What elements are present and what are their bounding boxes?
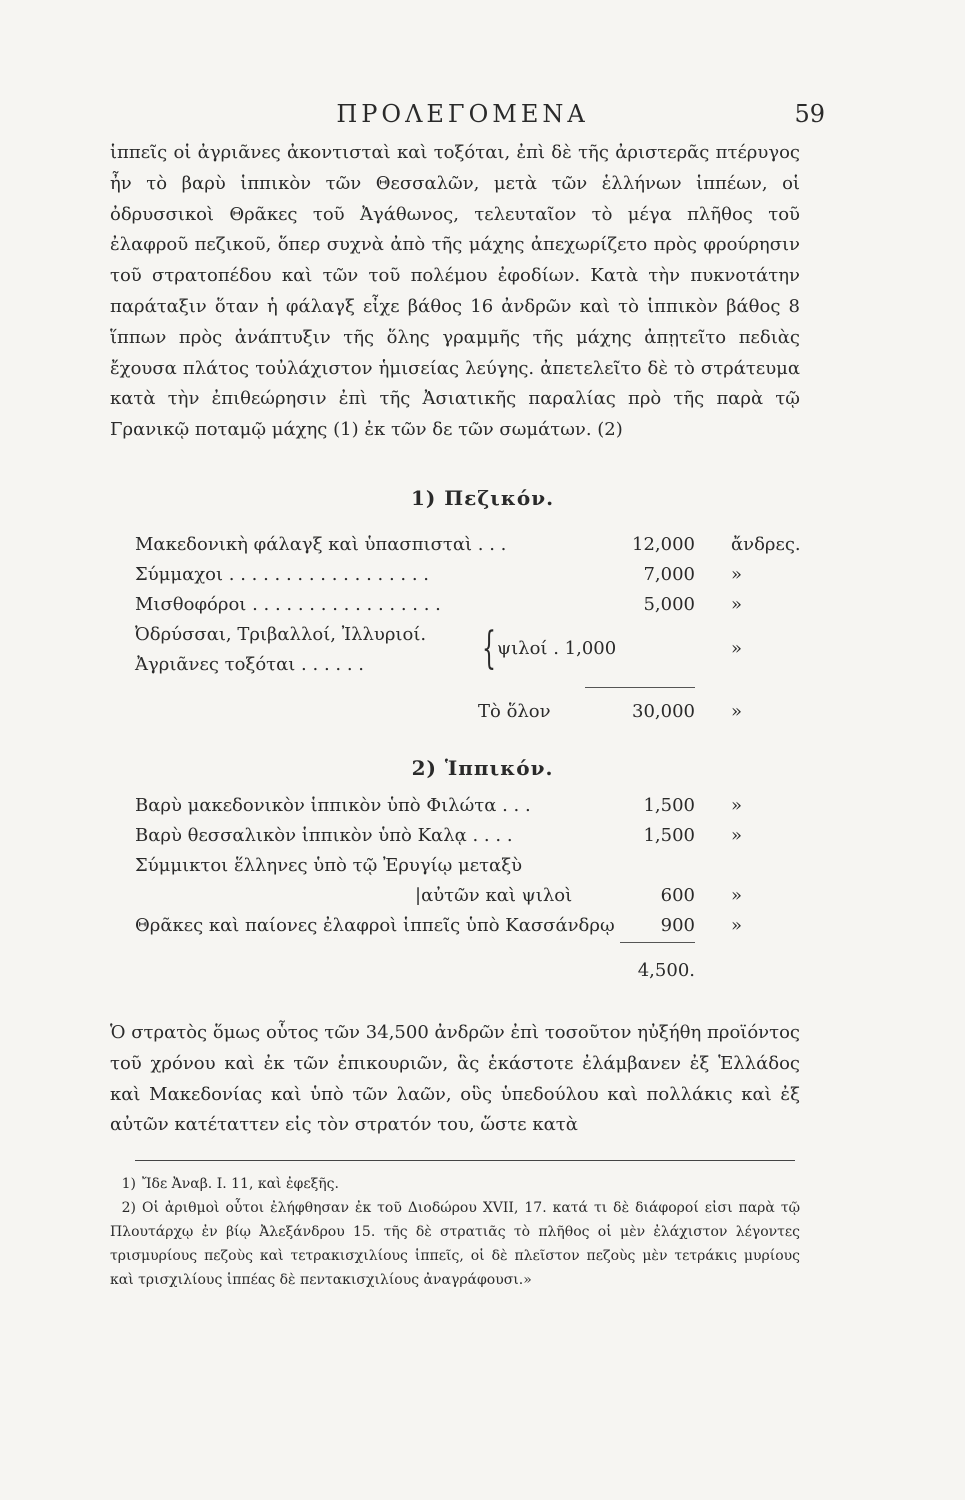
table-row xyxy=(135,594,785,624)
row-value: 600 xyxy=(660,885,695,906)
row-unit: » xyxy=(731,885,743,906)
row-label: Βαρὺ θεσσαλικὸν ἱππικὸν ὑπὸ Καλᾳ . . . . xyxy=(135,825,513,846)
table-row xyxy=(135,795,785,825)
footnote-text: Οἱ ἀριθμοὶ οὗτοι ἐλήφθησαν ἐκ τοῦ Διοδώρου XVII, 17. κατά τι δὲ διάφοροί εἰσι παρὰ τῷ Πλουτάρχῳ ἐν βίῳ Ἀλεξάνδρου 15. τῆς δὲ στρατιᾶς τὸ πλῆθος οἱ μὲν ἐλάχιστον λέγοντες τρισμυρίους πεζοὺς καὶ τετρακισχιλίους ἱππεῖς, οἱ δὲ πλεῖστον πεζοὺς μὲν τετράκις μυρίους καὶ τρισχιλίους ἱππέας δὲ πεντακισχιλίους ἀναγράφουσι.» xyxy=(110,1200,800,1288)
row-label: Βαρὺ μακεδονικὸν ἱππικὸν ὑπὸ Φιλώτα . . . xyxy=(135,795,531,816)
sum-rule xyxy=(620,942,695,943)
table-row xyxy=(135,624,785,654)
row-unit: ἄνδρες. xyxy=(731,534,801,555)
infantry-table xyxy=(135,534,801,684)
row-unit: » xyxy=(731,825,743,846)
footnote-text: Ἴδε Ἀναβ. I. 11, καὶ ἐφεξῆς. xyxy=(142,1176,339,1192)
total-label: Τὸ ὅλον xyxy=(478,701,551,722)
footnote xyxy=(110,1196,800,1292)
section-title-infantry: 1) Πεζικόν. xyxy=(410,486,555,510)
table-row xyxy=(135,855,785,885)
brace-unit: » xyxy=(731,638,743,659)
brace: { xyxy=(482,623,496,674)
cavalry-table xyxy=(135,795,785,945)
row-unit: » xyxy=(731,795,743,816)
footnote-rule xyxy=(135,1160,795,1161)
brace-label: ψιλοί . 1,000 xyxy=(497,638,617,659)
row-label: Ἀγριᾶνες τοξόται . . . . . . xyxy=(135,654,364,675)
total-value: 30,000 xyxy=(632,701,695,722)
row-value: 1,500 xyxy=(643,795,695,816)
row-value: 5,000 xyxy=(643,594,695,615)
row-label: Μισθοφόροι . . . . . . . . . . . . . . . . . xyxy=(135,594,441,615)
row-label: Ὀδρύσσαι, Τριβαλλοί, Ἰλλυριοί. xyxy=(135,624,427,645)
row-unit: » xyxy=(731,915,743,936)
row-label: Θρᾶκες καὶ παίονες ἐλαφροὶ ἱππεῖς ὑπὸ Κασσάνδρῳ xyxy=(135,915,615,936)
row-label: |αὐτῶν καὶ ψιλοὶ xyxy=(415,885,573,906)
footnote-marker: 2) xyxy=(121,1200,136,1216)
row-value: 1,500 xyxy=(643,825,695,846)
section-title-cavalry: 2) Ἱππικόν. xyxy=(411,756,554,780)
total-value: 4,500. xyxy=(637,960,695,981)
body-paragraph-1: ἱππεῖς οἱ ἀγριᾶνες ἀκοντισταὶ καὶ τοξόται, ἐπὶ δὲ τῆς ἀριστερᾶς πτέρυγος ἦν τὸ βαρὺ ἱππικὸν τῶν Θεσσαλῶν, μετὰ τῶν ἑλλήνων ἱππέων, οἱ ὀδρυσσικοὶ Θρᾶκες τοῦ Ἀγάθωνος, τελευταῖον τὸ μέγα πλῆθος τοῦ ἐλαφροῦ πεζικοῦ, ὅπερ συχνὰ ἀπὸ τῆς μάχης ἀπεχωρίζετο πρὸς φρούρησιν τοῦ στρατοπέδου καὶ τῶν τοῦ πολέμου ἐφοδίων. Κατὰ τὴν πυκνοτάτην παράταξιν ὅταν ἡ φάλαγξ εἶχε βάθος 16 ἀνδρῶν καὶ τὸ ἱππικὸν βάθος 8 ἵππων πρὸς ἀνάπτυξιν τῆς ὅλης γραμμῆς τῆς μάχης ἀπῃτεῖτο πεδιὰς ἔχουσα πλάτος τοὐλάχιστον ἡμισείας λεύγης. ἀπετελεῖτο δὲ τὸ στράτευμα κατὰ τὴν ἐπιθεώρησιν ἐπὶ τῆς Ἀσιατικῆς παραλίας πρὸ τῆς παρὰ τῷ Γρανικῷ ποταμῷ μάχης (1) ἐκ τῶν δε τῶν σωμάτων. (2) xyxy=(110,142,800,441)
footnote xyxy=(110,1172,800,1196)
row-unit: » xyxy=(731,594,743,615)
row-value: 12,000 xyxy=(632,534,695,555)
total-unit: » xyxy=(731,701,743,722)
row-value: 7,000 xyxy=(643,564,695,585)
table-row xyxy=(135,915,785,945)
running-title: ΠΡΟΛΕΓΟΜΕΝΑ xyxy=(336,100,589,128)
page-number: 59 xyxy=(794,100,825,128)
table-row xyxy=(135,534,801,564)
table-row xyxy=(135,564,785,594)
row-value: 900 xyxy=(660,915,695,936)
footnote-marker: 1) xyxy=(121,1176,136,1192)
table-row xyxy=(135,654,785,684)
sum-rule xyxy=(585,687,695,688)
row-label: Σύμμικτοι ἕλληνες ὑπὸ τῷ Ἐρυγίῳ μεταξὺ xyxy=(135,855,523,876)
body-paragraph-2: Ὁ στρατὸς ὅμως οὗτος τῶν 34,500 ἀνδρῶν ἐπὶ τοσοῦτον ηὐξήθη προϊόντος τοῦ χρόνου καὶ ἐκ τῶν ἐπικουριῶν, ἃς ἑκάστοτε ἐλάμβανεν ἐξ Ἑλλάδος καὶ Μακεδονίας καὶ ὑπὸ τῶν λαῶν, οὓς ὑπεδούλου καὶ πολλάκις καὶ ἐξ αὐτῶν κατέταττεν εἰς τὸν στρατόν του, ὥστε κατὰ xyxy=(110,1022,800,1136)
table-row xyxy=(135,885,785,915)
table-row xyxy=(135,825,785,855)
row-label: Μακεδονικὴ φάλαγξ καὶ ὑπασπισταὶ . . . xyxy=(135,534,507,555)
page-header xyxy=(110,96,825,136)
row-label: Σύμμαχοι . . . . . . . . . . . . . . . . . . xyxy=(135,564,430,585)
row-unit: » xyxy=(731,564,743,585)
footnotes xyxy=(110,1172,800,1292)
